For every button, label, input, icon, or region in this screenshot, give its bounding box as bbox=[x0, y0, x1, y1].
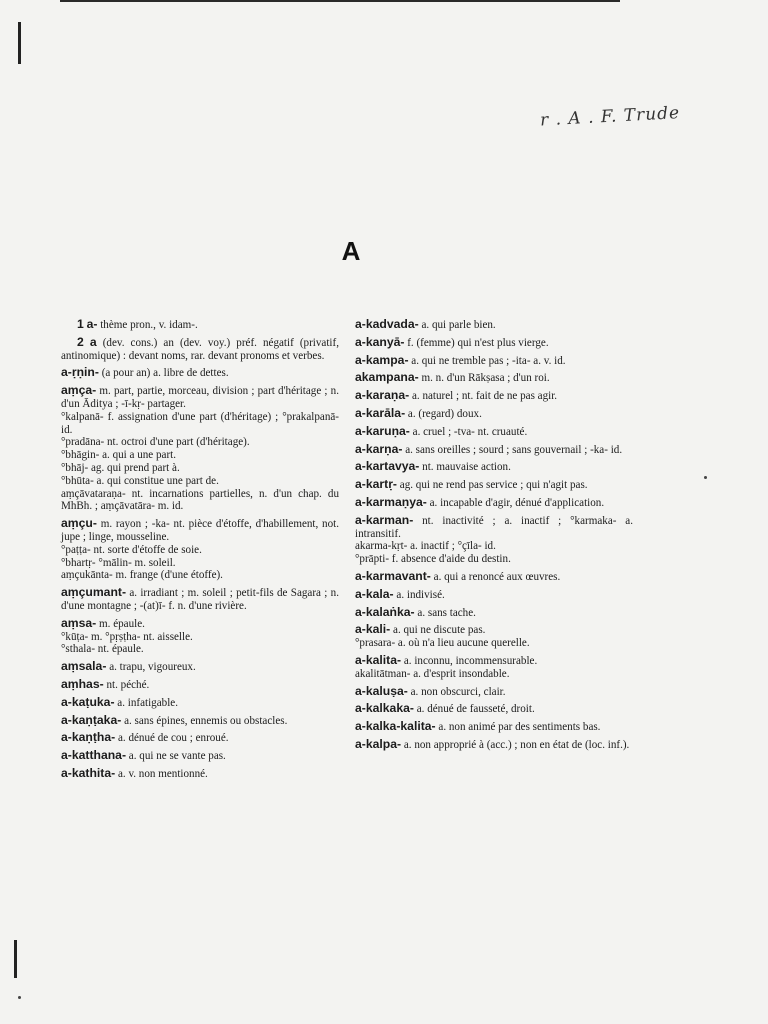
definition: a. inconnu, incommensurable. bbox=[403, 654, 538, 667]
sub-entry: °kūṭa- m. °pṛṣṭha- nt. aisselle. bbox=[61, 630, 193, 643]
dictionary-entry bbox=[61, 336, 339, 363]
top-rule bbox=[60, 0, 620, 2]
headword: a-kathita- bbox=[61, 765, 116, 780]
headword: aṃsala- bbox=[61, 659, 107, 674]
dictionary-entry bbox=[61, 384, 339, 513]
definition: a. non approprié à (acc.) ; non en état de (loc. inf.). bbox=[403, 738, 630, 751]
definition: a. sans épines, ennemis ou obstacles. bbox=[124, 714, 288, 727]
headword: akampana- bbox=[355, 370, 419, 385]
definition: a. (regard) doux. bbox=[407, 407, 482, 420]
definition: thème pron., v. idam-. bbox=[100, 319, 198, 331]
definition: a. qui parle bien. bbox=[421, 319, 496, 331]
definition: nt. péché. bbox=[106, 678, 150, 691]
headword: a-karaṇa- bbox=[355, 388, 410, 403]
dictionary-entry bbox=[355, 460, 633, 474]
definition: a. naturel ; nt. fait de ne pas agir. bbox=[411, 390, 558, 403]
headword: a-karman- bbox=[355, 512, 414, 527]
sub-entry: akarma-kṛt- a. inactif ; °çīla- id. bbox=[355, 540, 496, 553]
definition: a. cruel ; -tva- nt. cruauté. bbox=[412, 425, 528, 438]
definition: a. indivisé. bbox=[396, 588, 445, 601]
entry-number: 2 bbox=[77, 334, 84, 349]
headword: a-kanyā- bbox=[355, 334, 405, 349]
dictionary-entry bbox=[355, 425, 633, 439]
entry-number: 1 bbox=[77, 317, 84, 331]
headword: a-kaṇṭaka- bbox=[61, 712, 122, 727]
dictionary-entry bbox=[355, 588, 633, 602]
headword: aṃsa- bbox=[61, 615, 97, 630]
sub-entry: °pradāna- nt. octroi d'une part (d'héritage). bbox=[61, 436, 250, 449]
definition: ag. qui ne rend pas service ; qui n'agit pas. bbox=[399, 479, 588, 492]
headword: a-karmavant- bbox=[355, 568, 431, 583]
headword: a-karāla- bbox=[355, 405, 406, 420]
dictionary-entry bbox=[355, 389, 633, 403]
definition: a. non animé par des sentiments bas. bbox=[438, 721, 601, 734]
headword: a-kaṭuka- bbox=[61, 694, 115, 709]
handwritten-signature: r . A . F. Trude bbox=[539, 103, 681, 131]
headword: a-kalita- bbox=[355, 652, 402, 667]
definition: a. dénué de fausseté, droit. bbox=[416, 703, 535, 716]
definition: a. dénué de cou ; enroué. bbox=[117, 732, 229, 745]
dictionary-entry bbox=[61, 617, 339, 656]
definition: m. n. d'un Rākṣasa ; d'un roi. bbox=[421, 372, 550, 385]
definition: a. qui ne se vante pas. bbox=[128, 750, 226, 763]
definition: f. (femme) qui n'est plus vierge. bbox=[407, 336, 549, 349]
definition: nt. inactivité ; a. inactif ; °karmaka- a. intransitif. bbox=[355, 514, 633, 540]
dictionary-entry bbox=[355, 738, 633, 752]
headword: a-karṇa- bbox=[355, 441, 403, 456]
sub-entry: °paṭṭa- nt. sorte d'étoffe de soie. bbox=[61, 543, 202, 556]
headword: aṃça- bbox=[61, 383, 97, 398]
headword: a-kalpa- bbox=[355, 736, 402, 751]
dictionary-entry bbox=[355, 443, 633, 457]
headword: a-katthana- bbox=[61, 748, 127, 763]
headword: a-karuṇa- bbox=[355, 423, 410, 438]
definition: (a pour an) a. libre de dettes. bbox=[101, 367, 229, 380]
dictionary-entry bbox=[61, 678, 339, 692]
headword: a-karmaṇya- bbox=[355, 494, 427, 509]
headword: a-kalka-kalita- bbox=[355, 719, 436, 734]
headword: aṃhas- bbox=[61, 676, 104, 691]
dictionary-entry bbox=[355, 514, 633, 566]
dictionary-entry bbox=[61, 714, 339, 728]
sub-entry: °prasara- a. où n'a lieu aucune querelle. bbox=[355, 637, 530, 650]
dictionary-entry bbox=[61, 749, 339, 763]
margin-mark-top bbox=[18, 22, 21, 64]
definition: nt. mauvaise action. bbox=[422, 461, 511, 474]
headword: aṃçu- bbox=[61, 516, 97, 531]
definition: a. infatigable. bbox=[117, 696, 178, 709]
dictionary-entry bbox=[355, 336, 633, 350]
definition: a. sans tache. bbox=[417, 606, 476, 619]
sub-entry: °bhartṛ- °mālin- m. soleil. bbox=[61, 556, 176, 569]
sub-entry: °bhūta- a. qui constitue une part de. bbox=[61, 474, 219, 487]
headword: a-ṛṇin- bbox=[61, 365, 99, 380]
dictionary-entry bbox=[355, 496, 633, 510]
definition: (dev. cons.) an (dev. voy.) préf. négatif (privatif, antinomique) : devant noms, rar. devant pronoms et verbes. bbox=[61, 336, 339, 362]
headword: a-kalkaka- bbox=[355, 701, 414, 716]
dictionary-entry bbox=[355, 623, 633, 650]
dictionary-entry bbox=[61, 731, 339, 745]
sub-entry: aṃçāvataraṇa- nt. incarnations partielles, n. d'un chap. du MhBh. ; aṃçāvatāra- m. id. bbox=[61, 487, 339, 513]
headword: a-kaluṣa- bbox=[355, 683, 408, 698]
dictionary-entry bbox=[61, 517, 339, 582]
dictionary-entry bbox=[355, 702, 633, 716]
headword: a-kala- bbox=[355, 586, 394, 601]
dictionary-entry bbox=[355, 570, 633, 584]
dictionary-entry bbox=[355, 407, 633, 421]
definition: a. qui ne tremble pas ; -ita- a. v. id. bbox=[411, 354, 566, 367]
definition: a. sans oreilles ; sourd ; sans gouvernail ; -ka- id. bbox=[405, 443, 623, 456]
dictionary-entry bbox=[355, 685, 633, 699]
definition: m. rayon ; -ka- nt. pièce d'étoffe, d'habillement, not. jupe ; linge, mousseline. bbox=[61, 518, 340, 543]
headword: a-kaṇṭha- bbox=[61, 730, 116, 745]
headword: a-kali- bbox=[355, 622, 391, 637]
headword: a-kampa- bbox=[355, 352, 409, 367]
headword: a- bbox=[86, 317, 98, 331]
headword: a-kalaṅka- bbox=[355, 604, 415, 619]
dictionary-entry bbox=[355, 354, 633, 368]
definition: m. épaule. bbox=[99, 617, 145, 630]
sub-entry: °kalpanā- f. assignation d'une part (d'héritage) ; °prakalpanā- id. bbox=[61, 410, 339, 436]
dictionary-entry bbox=[61, 696, 339, 710]
sub-entry: °bhāj- ag. qui prend part à. bbox=[61, 461, 180, 474]
dictionary-entry bbox=[355, 654, 633, 681]
sub-entry: °sthala- nt. épaule. bbox=[61, 643, 144, 656]
definition: a. v. non mentionné. bbox=[117, 767, 208, 780]
dictionary-entry bbox=[355, 478, 633, 492]
dictionary-entry bbox=[61, 586, 339, 613]
dictionary-entry bbox=[355, 606, 633, 620]
definition: a. qui ne discute pas. bbox=[393, 624, 486, 637]
dictionary-entry bbox=[355, 318, 633, 332]
definition: a. qui a renoncé aux œuvres. bbox=[433, 570, 561, 583]
definition: a. trapu, vigoureux. bbox=[109, 661, 196, 674]
sub-entry: °prāpti- f. absence d'aide du destin. bbox=[355, 553, 511, 566]
sub-entry: aṃçukānta- m. frange (d'une étoffe). bbox=[61, 569, 223, 582]
dictionary-entry bbox=[355, 371, 633, 385]
dictionary-entry bbox=[355, 720, 633, 734]
headword: a-kadvada- bbox=[355, 317, 419, 331]
speck bbox=[18, 996, 21, 999]
definition: a. incapable d'agir, dénué d'application. bbox=[429, 496, 605, 509]
definition: m. part, partie, morceau, division ; part d'héritage ; n. d'un Āditya ; -ī-kṛ- partager. bbox=[61, 385, 339, 410]
speck bbox=[704, 476, 707, 479]
sub-entry: °bhāgin- a. qui a une part. bbox=[61, 449, 177, 462]
dictionary-entry bbox=[61, 318, 339, 332]
right-column bbox=[355, 318, 633, 756]
dictionary-entry bbox=[61, 767, 339, 781]
headword: a-kartṛ- bbox=[355, 477, 397, 492]
headword: aṃçumant- bbox=[61, 585, 127, 600]
left-column bbox=[61, 318, 339, 785]
dictionary-entry bbox=[61, 366, 339, 380]
headword: a-kartavya- bbox=[355, 459, 420, 474]
definition: a. irradiant ; m. soleil ; petit-fils de Sagara ; n. d'une montagne ; -(at)ī- f. n. d'une rivière. bbox=[61, 587, 339, 612]
section-letter: A bbox=[341, 236, 361, 266]
margin-mark-bottom bbox=[14, 940, 17, 978]
sub-entry: akalitātman- a. d'esprit insondable. bbox=[355, 667, 510, 680]
headword: a bbox=[89, 334, 97, 349]
dictionary-entry bbox=[61, 660, 339, 674]
definition: a. non obscurci, clair. bbox=[410, 685, 506, 698]
